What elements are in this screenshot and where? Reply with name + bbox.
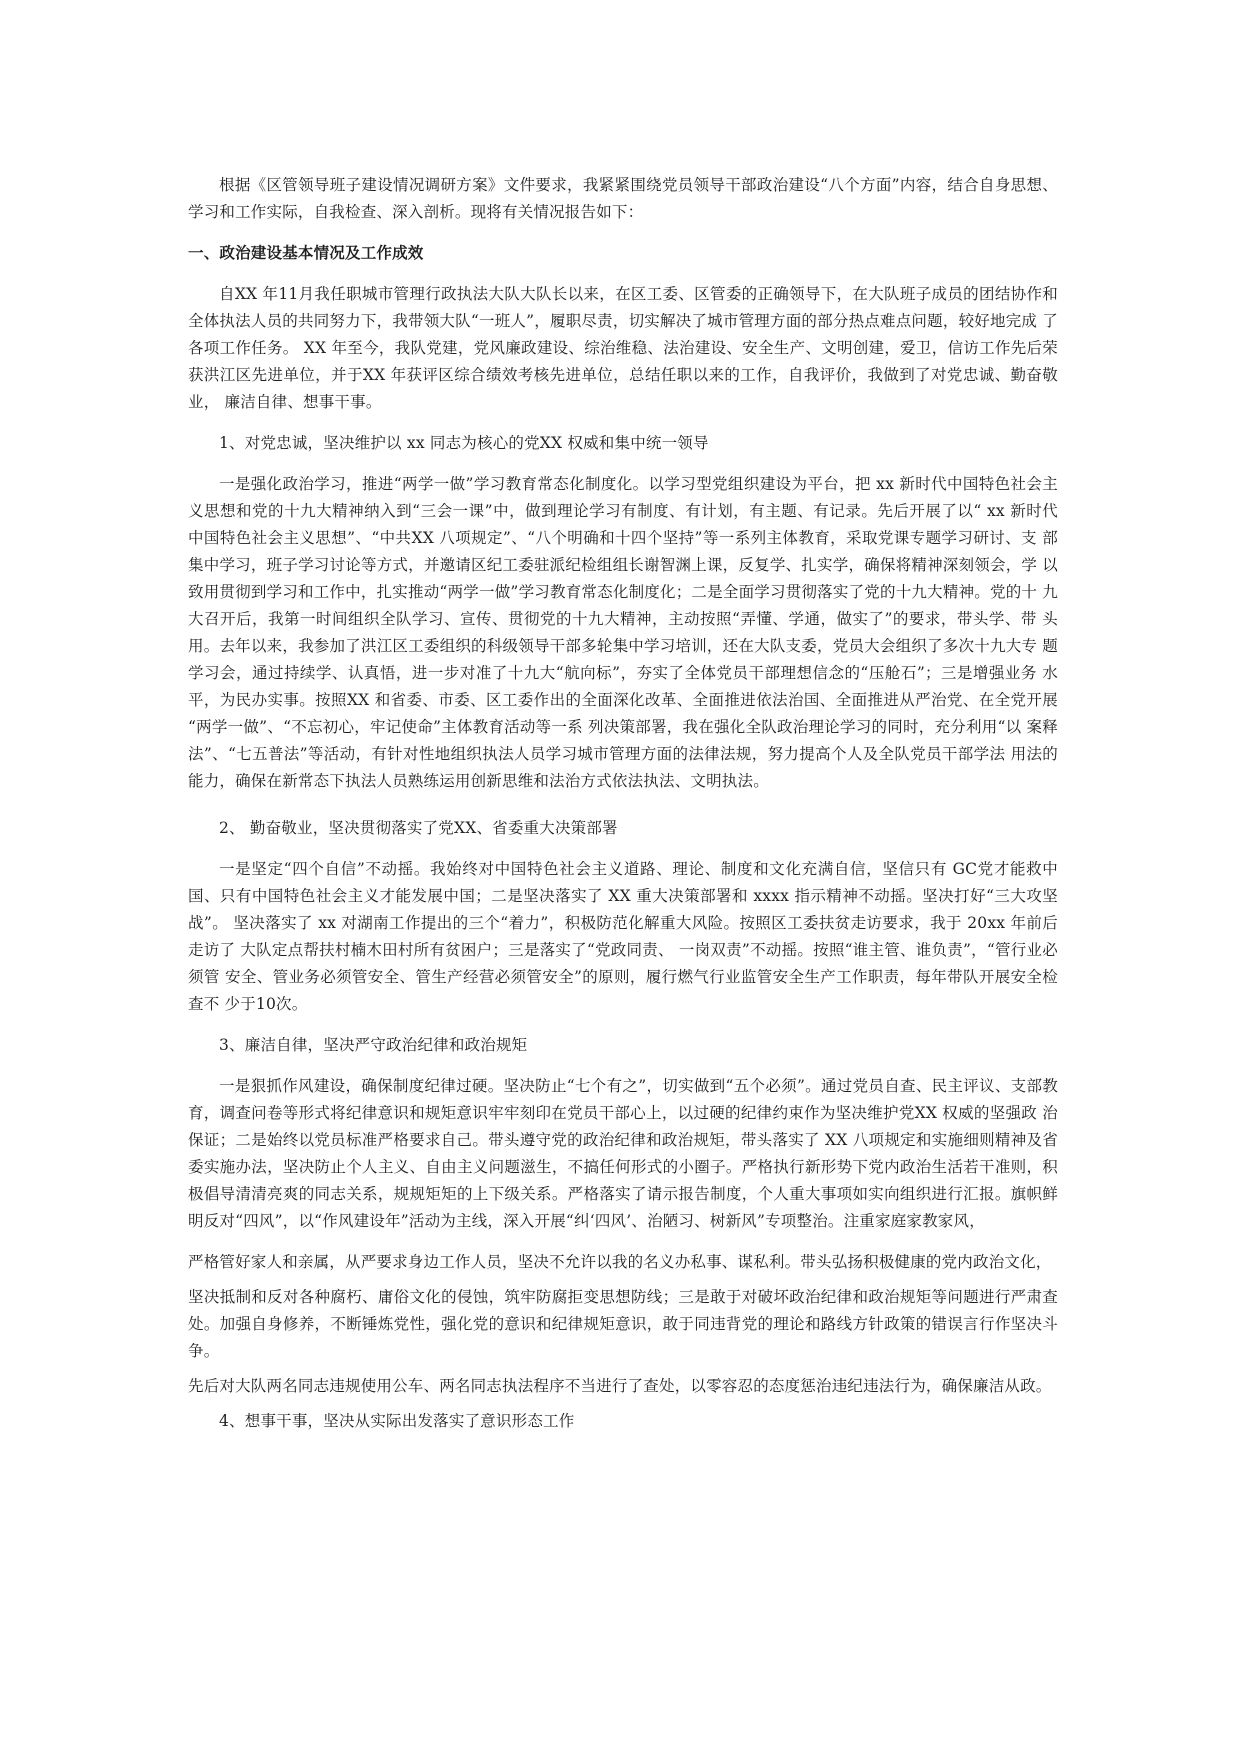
item-3-title: 3、廉洁自律，坚决严守政治纪律和政治规矩 — [219, 1036, 528, 1054]
item-1-title: 1、对党忠诚，坚决维护以 xx 同志为核心的党XX 权威和集中统一领导 — [219, 434, 709, 452]
section-1-paragraph: 自XX 年11月我任职城市管理行政执法大队大队长以来，在区工委、区管委的正确领导下，在大队班子成员的团结协作和 全体执法人员的共同努力下，我带领大队“一班人”，履职尽责，切实解决了城市管理方面的部分热点难点问题，较好地完成 了各项工作任务。 XX 年至今，我队党建，党风廉政建设、综治维稳、法治建设、安全生产、文明创建，爱卫，信访工作先后荣 获洪江区先进单位，并于XX 年获评区综合绩效考核先进单位，总结任职以来的工作，自我评价，我做到了对党忠诚、勤奋敬业， 廉洁自律、想事干事。 — [188, 285, 1058, 411]
item-3-paragraph-3: 坚决抵制和反对各种腐朽、庸俗文化的侵蚀，筑牢防腐拒变思想防线；三是敢于对破坏政治纪律和政治规矩等问题进行严肃查处。加强自身修养，不断锤炼党性，强化党的意识和纪律规矩意识，敢于同违背党的理论和路线方针政策的错误言行作坚决斗争。 — [188, 1288, 1058, 1360]
item-1-paragraph: 一是强化政治学习，推进“两学一做”学习教育常态化制度化。以学习型党组织建设为平台，把 xx 新时代中国特色社会主 义思想和党的十九大精神纳入到“三会一课”中，做到理论学习有制度、有计划，有主题、有记录。先后开展了以“ xx 新时代 中国特色社会主义思想”、“中共XX 八项规定”、“八个明确和十四个坚持”等一系列主体教育，采取党课专题学习研讨、支 部集中学习，班子学习讨论等方式，并邀请区纪工委驻派纪检组组长谢智渊上课，反复学、扎实学，确保将精神深刻领会，学 以致用贯彻到学习和工作中，扎实推动“两学一做”学习教育常态化制度化；二是全面学习贯彻落实了党的十九大精神。党的十 九大召开后，我第一时间组织全队学习、宣传、贯彻党的十九大精神，主动按照“弄懂、学通，做实了”的要求，带头学、带 头用。去年以来，我参加了洪江区工委组织的科级领导干部多轮集中学习培训，还在大队支委，党员大会组织了多次十九大专 题学习会，通过持续学、认真悟，进一步对准了十九大“航向标”，夯实了全体党员干部理想信念的“压舱石”；三是增强业务 水平，为民办实事。按照XX 和省委、市委、区工委作出的全面深化改革、全面推进依法治国、全面推进从严治党、在全党开展 “两学一做”、“不忘初心，牢记使命”主体教育活动等一系 列决策部署，我在强化全队政治理论学习的同时，充分利用“以 案释法”、“七五普法”等活动，有针对性地组织执法人员学习城市管理方面的法律法规，努力提高个人及全队党员干部学法 用法的能力，确保在新常态下执法人员熟练运用创新思维和法治方式依法执法、文明执法。 — [188, 475, 1058, 790]
item-2-title: 2、 勤奋敬业，坚决贯彻落实了党XX、省委重大决策部署 — [219, 819, 618, 837]
item-3-paragraph-4: 先后对大队两名同志违规使用公车、两名同志执法程序不当进行了查处，以零容忍的态度惩治违纪违法行为，确保廉洁从政。 — [188, 1377, 1052, 1395]
item-2-paragraph: 一是坚定“四个自信”不动摇。我始终对中国特色社会主义道路、理论、制度和文化充满自信，坚信只有 GC党才能救中国、只有中国特色社会主义才能发展中国；二是坚决落实了 XX 重大决策部署和 xxxx 指示精神不动摇。坚决打好“三大攻坚战”。 坚决落实了 xx 对湖南工作提出的三个“着力”，积极防范化解重大风险。按照区工委扶贫走访要求，我于 20xx 年前后走访了 大队定点帮扶村楠木田村所有贫困户；三是落实了“党政同责、 一岗双责”不动摇。按照“谁主管、谁负责”，“管行业必须管 安全、管业务必须管安全、管生产经营必须管安全”的原则，履行燃气行业监管安全生产工作职责，每年带队开展安全检查不 少于10次。 — [188, 860, 1058, 1013]
section-1-heading: 一、政治建设基本情况及工作成效 — [188, 244, 424, 262]
item-3-paragraph-2: 严格管好家人和亲属，从严要求身边工作人员，坚决不允许以我的名义办私事、谋私利。带头弘扬积极健康的党内政治文化， — [188, 1253, 1052, 1271]
intro-paragraph: 根据《区管领导班子建设情况调研方案》文件要求，我紧紧围绕党员领导干部政治建设“八个方面”内容，结合自身思想、 学习和工作实际，自我检查、深入剖析。现将有关情况报告如下： — [188, 176, 1058, 221]
item-4-title: 4、想事干事，坚决从实际出发落实了意识形态工作 — [219, 1412, 575, 1430]
document-body — [188, 172, 1058, 1435]
item-3-paragraph: 一是狠抓作风建设，确保制度纪律过硬。坚决防止“七个有之”，切实做到“五个必须”。通过党员自查、民主评议、支部教育，调查问卷等形式将纪律意识和规矩意识牢牢刻印在党员干部心上，以过硬的纪律约束作为坚决维护党XX 权威的坚强政 治保证；二是始终以党员标准严格要求自己。带头遵守党的政治纪律和政治规矩，带头落实了 XX 八项规定和实施细则精神及省 委实施办法，坚决防止个人主义、自由主义问题滋生，不搞任何形式的小圈子。严格执行新形势下党内政治生活若干准则，积 极倡导清清亮爽的同志关系，规规矩矩的上下级关系。严格落实了请示报告制度，个人重大事项如实向组织进行汇报。旗帜鲜 明反对“四风”，以“作风建设年”活动为主线，深入开展“纠‘四风’、治陋习、树新风”专项整治。注重家庭家教家风， — [188, 1077, 1058, 1230]
